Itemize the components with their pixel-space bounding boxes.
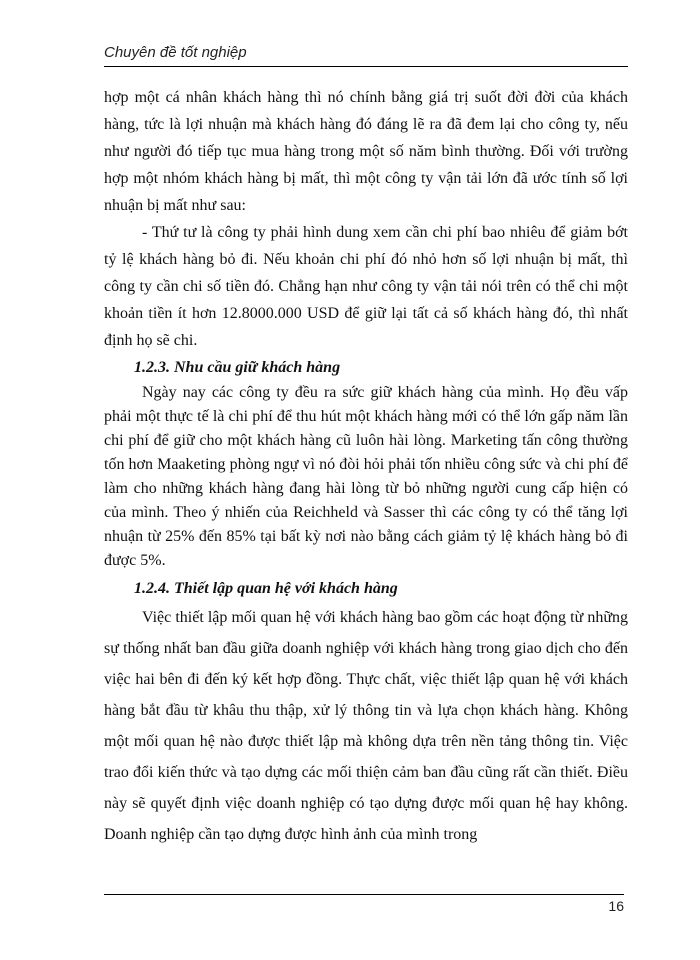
footer-divider: [104, 894, 624, 895]
paragraph-3: Ngày nay các công ty đều ra sức giữ khách hàng của mình. Họ đều vấp phải một thực tế là chi phí để thu hút một khách hàng mới có thể lớn gấp năm lần chi phí để giữ cho một khách hàng cũ luôn hài lòng. Marketing tấn công thường tốn hơn Maaketing phòng ngự vì nó đòi hỏi phải tốn nhiều công sức và chi phí để làm cho những khách hàng đang hài lòng từ bỏ những người cung cấp hiện có của mình. Theo ý nhiến của Reichheld và Sasser thì các công ty có thể tăng lợi nhuận từ 25% đến 85% tại bất kỳ nơi nào bằng cách giảm tỷ lệ khách hàng bỏ đi được 5%.: [104, 384, 628, 569]
paragraph-2: - Thứ tư là công ty phải hình dung xem cần chi phí bao nhiêu để giảm bớt tỷ lệ khách hàng bỏ đi. Nếu khoản chi phí đó nhỏ hơn số lợi nhuận bị mất, thì công ty cần chi số tiền đó. Chẳng hạn như công ty vận tải nói trên có thể chi một khoản tiền ít hơn 12.8000.000 USD để giữ lại tất cả số khách hàng đó, thì nhất định họ sẽ chi.: [104, 224, 628, 349]
header-title: Chuyên đề tốt nghiệp: [104, 44, 247, 61]
page-header: [104, 40, 628, 67]
page-number: 16: [608, 898, 624, 914]
paragraph-1: hợp một cá nhân khách hàng thì nó chính bằng giá trị suốt đời đời của khách hàng, tức là lợi nhuận mà khách hàng đó đáng lẽ ra đã đem lại cho công ty, nếu như người đó tiếp tục mua hàng trong một số năm bình thường. Đối với trường hợp một nhóm khách hàng bị mất, thì một công ty vận tải lớn đã ước tính số lợi nhuận bị mất như sau:: [104, 89, 628, 214]
paragraph-4: Việc thiết lập mối quan hệ với khách hàng bao gồm các hoạt động từ những sự thống nhất ban đầu giữa doanh nghiệp với khách hàng trong giao dịch cho đến việc hai bên đi đến ký kết hợp đồng. Thực chất, việc thiết lập quan hệ với khách hàng bắt đầu từ khâu thu thập, xử lý thông tin và lựa chọn khách hàng. Không một mối quan hệ nào được thiết lập mà không dựa trên nền tảng thông tin. Việc trao đổi kiến thức và tạo dựng các mối thiện cảm ban đầu cũng rất cần thiết. Điều này sẽ quyết định việc doanh nghiệp có tạo dựng được mối quan hệ hay không. Doanh nghiệp cần tạo dựng được hình ảnh của mình trong: [104, 609, 628, 843]
section-heading-1-2-3: 1.2.3. Nhu cầu giữ khách hàng: [134, 359, 341, 376]
document-body: [104, 84, 628, 850]
section-heading-1-2-4: 1.2.4. Thiết lập quan hệ với khách hàng: [134, 580, 398, 597]
